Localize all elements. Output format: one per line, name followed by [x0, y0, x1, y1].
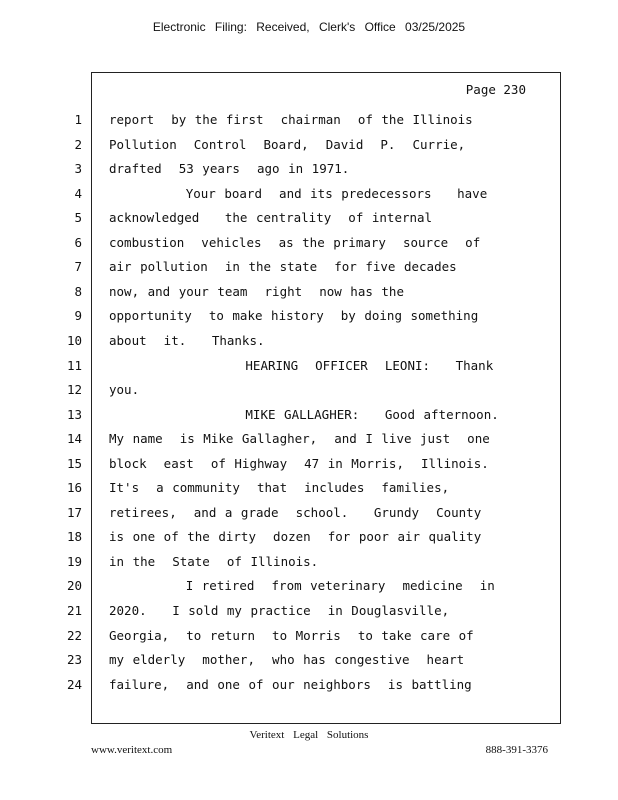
line-text: Pollution Control Board, David P. Currie,	[109, 136, 466, 152]
line-number: 4	[74, 185, 82, 201]
footer-company: Veritext Legal Solutions	[249, 729, 369, 741]
line-text: now, and your team right now has the	[109, 283, 404, 299]
line-number: 7	[74, 259, 82, 275]
line-text: drafted 53 years ago in 1971.	[109, 161, 350, 177]
line-number: 23	[66, 652, 82, 668]
line-number: 20	[66, 578, 82, 594]
line-text: It's a community that includes families,	[109, 480, 450, 496]
line-text: you.	[109, 382, 140, 398]
line-number: 15	[66, 455, 82, 471]
line-number: 18	[66, 529, 82, 545]
line-text: HEARING OFFICER LEONI: Thank	[109, 357, 494, 373]
transcript-line	[0, 529, 618, 549]
line-text: acknowledged the centrality of internal	[109, 210, 433, 226]
line-text: My name is Mike Gallagher, and I live just one	[109, 431, 490, 447]
transcript-line	[0, 308, 618, 328]
transcript-line	[0, 628, 618, 648]
line-text: Georgia, to return to Morris to take care of	[109, 627, 474, 643]
line-text: retirees, and a grade school. Grundy County	[109, 504, 482, 520]
transcript-line	[0, 161, 618, 181]
line-number: 21	[66, 603, 82, 618]
transcript-line	[0, 333, 618, 353]
line-number: 8	[74, 283, 82, 299]
transcript-line	[0, 505, 618, 525]
transcript-line	[0, 284, 618, 304]
line-number: 24	[66, 676, 82, 692]
transcript-line	[0, 235, 618, 255]
line-text: air pollution in the state for five decades	[109, 259, 457, 275]
line-text: Your board and its predecessors have	[109, 185, 488, 201]
line-text: report by the first chairman of the Illinois	[109, 112, 473, 127]
line-number: 16	[66, 480, 82, 496]
line-number: 1	[74, 112, 82, 127]
transcript-line	[0, 677, 618, 697]
line-number: 9	[74, 308, 82, 324]
line-text: opportunity to make history by doing something	[109, 308, 479, 324]
line-number: 10	[66, 332, 82, 348]
transcript-line	[0, 652, 618, 672]
transcript-line	[0, 259, 618, 279]
transcript-line	[0, 112, 618, 132]
line-number: 19	[66, 553, 82, 569]
line-number: 14	[66, 431, 82, 447]
line-number: 12	[66, 382, 82, 398]
line-text: about it. Thanks.	[109, 332, 265, 348]
line-number: 5	[74, 210, 82, 226]
transcript-line	[0, 456, 618, 476]
line-number: 11	[66, 357, 82, 373]
line-number: 17	[66, 504, 82, 520]
transcript-line	[0, 603, 618, 623]
transcript-line	[0, 358, 618, 378]
line-text: in the State of Illinois.	[109, 553, 319, 569]
line-text: block east of Highway 47 in Morris, Illinois.	[109, 455, 489, 471]
line-text: 2020. I sold my practice in Douglasville,	[109, 603, 450, 618]
line-number: 13	[66, 406, 82, 422]
page-number: Page 230	[465, 82, 526, 97]
line-text: is one of the dirty dozen for poor air quality	[109, 529, 482, 545]
line-text: my elderly mother, who has congestive heart	[109, 652, 465, 668]
transcript-line	[0, 554, 618, 574]
line-number: 22	[66, 627, 82, 643]
transcript-line	[0, 186, 618, 206]
footer-website: www.veritext.com	[91, 744, 173, 756]
transcript-line	[0, 578, 618, 598]
line-number: 2	[74, 136, 82, 152]
line-number: 3	[74, 161, 82, 177]
transcript-line	[0, 480, 618, 500]
footer-phone: 888-391-3376	[485, 744, 548, 756]
line-text: failure, and one of our neighbors is battling	[109, 676, 472, 692]
transcript-line	[0, 210, 618, 230]
line-text: I retired from veterinary medicine in	[109, 578, 495, 594]
transcript-line	[0, 137, 618, 157]
line-number: 6	[74, 234, 82, 250]
transcript-line	[0, 382, 618, 402]
line-text: MIKE GALLAGHER: Good afternoon.	[109, 406, 499, 422]
transcript-line	[0, 431, 618, 451]
transcript-line	[0, 407, 618, 427]
filing-stamp: Electronic Filing: Received, Clerk's Office 03/25/2025	[152, 20, 466, 34]
line-text: combustion vehicles as the primary source of	[109, 234, 481, 250]
